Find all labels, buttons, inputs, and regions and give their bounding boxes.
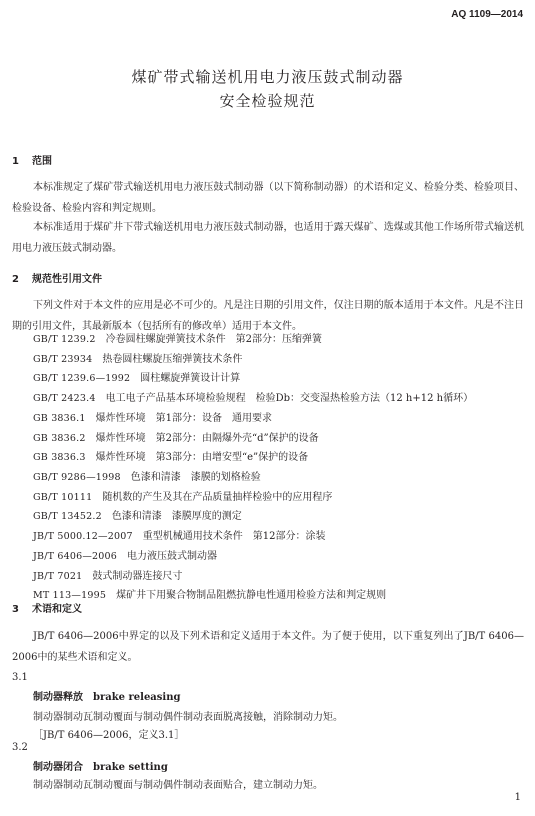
reference-item [33, 369, 523, 389]
normative-reference-list [33, 330, 523, 606]
reference-item [33, 567, 523, 587]
reference-code: GB 3836.2 [33, 432, 86, 444]
section-1-heading [12, 152, 52, 167]
section-number: 1 [12, 156, 19, 167]
section-1-paragraph-2: 本标准适用于煤矿井下带式输送机用电力液压鼓式制动器，也适用于露天煤矿、选煤或其他工作场所带式输送机用电力液压鼓式制动器。 [12, 222, 524, 254]
reference-title: 鼓式制动器连接尺寸 [92, 570, 183, 582]
reference-item [33, 350, 523, 370]
reference-item [33, 389, 523, 409]
reference-code: GB/T 23934 [33, 353, 93, 365]
reference-item [33, 448, 523, 468]
document-subtitle: 安全检验规范 [219, 92, 316, 110]
reference-code: GB/T 2423.4 [33, 393, 96, 405]
standard-code: AQ 1109—2014 [451, 9, 523, 20]
term-chinese: 制动器释放 [33, 692, 83, 703]
section-title: 范围 [32, 156, 52, 167]
reference-title: 冷卷圆柱螺旋弹簧技术条件 第2部分：压缩弹簧 [105, 334, 322, 345]
term-number: 3.1 [12, 672, 28, 683]
reference-item [33, 429, 523, 449]
term-heading [33, 688, 180, 703]
section-2-heading [12, 270, 102, 285]
reference-title: 色漆和清漆 漆膜厚度的测定 [111, 511, 242, 523]
reference-title: 煤矿井下用聚合物制品阻燃抗静电性通用检验方法和判定规则 [116, 590, 387, 602]
term-english: brake releasing [93, 692, 181, 703]
reference-code: GB/T 1239.6—1992 [33, 373, 131, 385]
reference-code: MT 113—1995 [33, 590, 107, 602]
document-title: 煤矿带式输送机用电力液压鼓式制动器 [131, 68, 404, 86]
term-definition: 制动器制动瓦制动覆面与制动偶件制动表面贴合，建立制动力矩。 [33, 780, 323, 791]
reference-code: GB/T 9286—1998 [33, 472, 121, 484]
term-source: ［JB/T 6406—2006，定义3.1］ [33, 730, 185, 741]
reference-code: GB 3836.3 [33, 452, 86, 464]
reference-title: 随机数的产生及其在产品质量抽样检验中的应用程序 [102, 491, 333, 503]
reference-code: JB/T 7021 [33, 570, 83, 582]
term-number: 3.2 [12, 742, 28, 753]
reference-item [33, 330, 523, 350]
section-3-paragraph-1: JB/T 6406—2006中界定的以及下列术语和定义适用于本文件。为了便于使用，以下重复列出了JB/T 6406—2006中的某些术语和定义。 [12, 631, 524, 663]
section-number: 3 [12, 604, 19, 615]
reference-item [33, 488, 523, 508]
reference-title: 电力液压鼓式制动器 [127, 550, 217, 562]
reference-item [33, 507, 523, 527]
reference-item [33, 527, 523, 547]
reference-code: GB 3836.1 [33, 412, 86, 424]
section-2-paragraph-1: 下列文件对于本文件的应用是必不可少的。凡是注日期的引用文件，仅注日期的版本适用于本文件。凡是不注日期的引用文件，其最新版本（包括所有的修改单）适用于本文件。 [12, 300, 524, 332]
reference-code: GB/T 13452.2 [33, 511, 102, 523]
section-number: 2 [12, 274, 19, 285]
reference-title: 热卷圆柱螺旋压缩弹簧技术条件 [102, 353, 243, 365]
term-chinese: 制动器闭合 [33, 762, 83, 773]
reference-title: 爆炸性环境 第3部分：由增安型“e”保护的设备 [95, 452, 309, 464]
section-title: 规范性引用文件 [32, 274, 102, 285]
page-number: 1 [514, 792, 521, 803]
reference-title: 色漆和清漆 漆膜的划格检验 [130, 472, 261, 484]
reference-title: 电工电子产品基本环境检验规程 检验Db：交变湿热检验方法（12 h+12 h循环） [105, 393, 474, 405]
term-definition: 制动器制动瓦制动覆面与制动偶件制动表面脱离接触，消除制动力矩。 [33, 712, 343, 723]
reference-code: GB/T 1239.2 [33, 334, 96, 345]
reference-item [33, 586, 523, 606]
term-english: brake setting [93, 762, 168, 773]
reference-code: JB/T 5000.12—2007 [33, 531, 133, 543]
reference-item [33, 409, 523, 429]
reference-code: GB/T 10111 [33, 491, 93, 503]
reference-title: 圆柱螺旋弹簧设计计算 [140, 373, 241, 385]
section-3-heading [12, 600, 82, 615]
section-title: 术语和定义 [32, 604, 82, 615]
reference-code: JB/T 6406—2006 [33, 550, 117, 562]
reference-title: 重型机械通用技术条件 第12部分：涂装 [142, 531, 326, 543]
section-1-paragraph-1: 本标准规定了煤矿带式输送机用电力液压鼓式制动器（以下简称制动器）的术语和定义、检验分类、检验项目、检验设备、检验内容和判定规则。 [12, 182, 524, 214]
reference-title: 爆炸性环境 第1部分：设备 通用要求 [95, 412, 273, 424]
reference-item [33, 547, 523, 567]
term-heading [33, 758, 168, 773]
reference-title: 爆炸性环境 第2部分：由隔爆外壳“d”保护的设备 [95, 432, 319, 444]
reference-item [33, 468, 523, 488]
